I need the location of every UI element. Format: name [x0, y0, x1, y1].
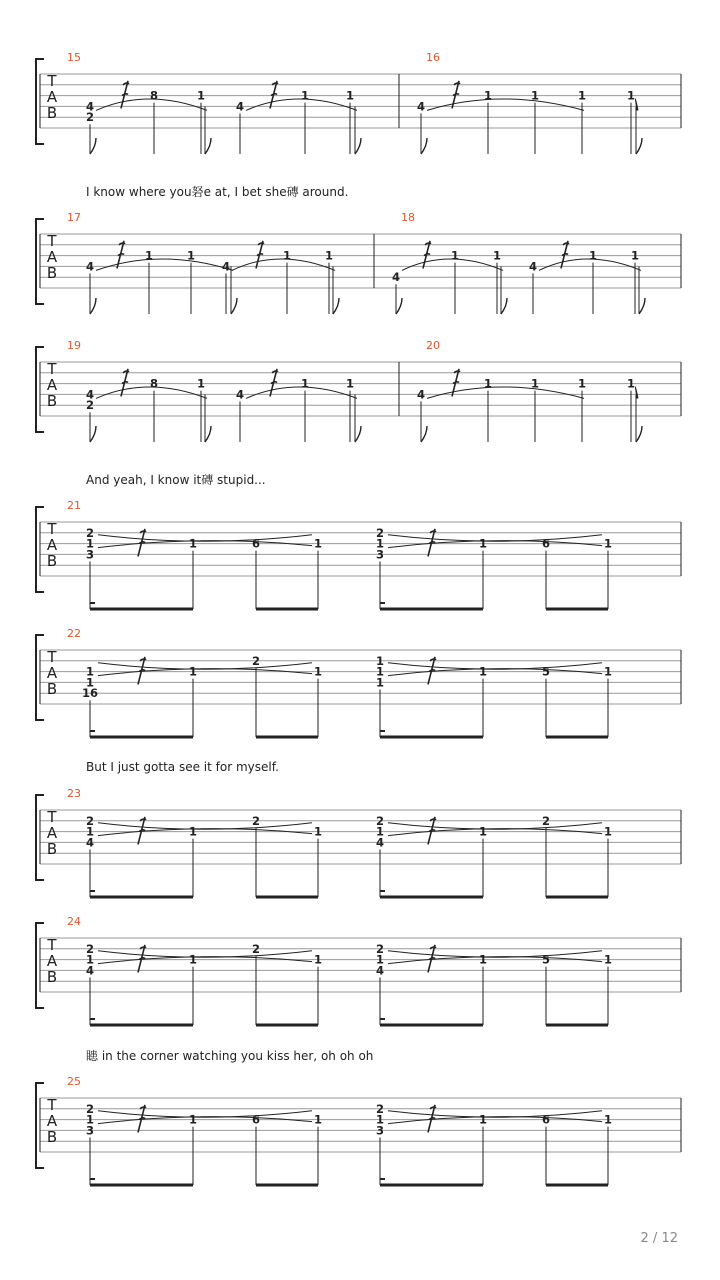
tab-clef-letter: T — [47, 232, 57, 250]
fret-number: 2 — [251, 653, 261, 668]
fret-number: 1 — [603, 824, 613, 839]
note-flag — [90, 426, 96, 442]
fret-number: 1 — [478, 952, 488, 967]
note-flag — [421, 138, 427, 154]
fret-number: 4 — [375, 835, 385, 850]
fret-number: 1 — [603, 664, 613, 679]
fret-number: 1 — [375, 536, 385, 551]
measure-number: 19 — [67, 339, 81, 352]
fret-number: 4 — [221, 259, 231, 274]
fret-number: 2 — [541, 813, 551, 828]
tab-clef-letter: T — [47, 1096, 57, 1114]
fret-number: 1 — [483, 88, 493, 103]
fret-number: 4 — [85, 963, 95, 978]
fret-number: 2 — [251, 813, 261, 828]
measure-number: 22 — [67, 627, 81, 640]
slur — [427, 99, 584, 110]
slur — [427, 387, 584, 398]
fret-number: 4 — [235, 387, 245, 402]
fret-number: 1 — [630, 248, 640, 263]
fret-number: 1 — [85, 952, 95, 967]
fret-number: 1 — [345, 88, 355, 103]
fret-number: 1 — [188, 952, 198, 967]
fret-number: 1 — [530, 88, 540, 103]
fret-number: 1 — [375, 1112, 385, 1127]
note-flag — [205, 138, 211, 154]
fret-number: 1 — [626, 88, 636, 103]
note-flag — [355, 426, 361, 442]
tab-clef-letter: A — [46, 536, 58, 554]
lyric-line-4: 瞣 in the corner watching you kiss her, oh oh oh — [86, 1049, 374, 1063]
note-flag — [90, 138, 96, 154]
fret-number: 2 — [375, 525, 385, 540]
measure-number: 20 — [426, 339, 440, 352]
measure-number: 25 — [67, 1075, 81, 1088]
fret-number: 4 — [391, 270, 401, 285]
fret-number: 1 — [375, 824, 385, 839]
tab-clef-letter: T — [47, 808, 57, 826]
note-flag — [90, 298, 96, 314]
fret-number: 2 — [85, 525, 95, 540]
fret-number: 1 — [450, 248, 460, 263]
measure-number: 21 — [67, 499, 81, 512]
fret-number: 1 — [196, 376, 206, 391]
fret-number: 1 — [313, 664, 323, 679]
fret-number: 1 — [144, 248, 154, 263]
fret-number: 4 — [85, 99, 95, 114]
tab-clef-letter: A — [46, 952, 58, 970]
lyric-line-1: I know where you砮e at, I bet she磚 around. — [86, 185, 349, 199]
fret-number: 16 — [81, 686, 99, 701]
measure-number: 24 — [67, 915, 81, 928]
fret-number: 4 — [528, 259, 538, 274]
tab-clef-letter: B — [46, 264, 58, 282]
fret-number: 3 — [375, 1123, 385, 1138]
tab-clef-letter: A — [46, 664, 58, 682]
note-flag — [396, 298, 402, 314]
fret-number: 1 — [85, 675, 95, 690]
fret-number: 2 — [85, 1101, 95, 1116]
fret-number: 1 — [375, 664, 385, 679]
tab-clef-letter: T — [47, 72, 57, 90]
lyric-line-2: And yeah, I know it磚 stupid... — [86, 473, 266, 487]
fret-number: 1 — [478, 536, 488, 551]
tab-clef-letter: T — [47, 648, 57, 666]
note-flag — [636, 138, 642, 154]
fret-number: 1 — [345, 376, 355, 391]
fret-number: 2 — [85, 941, 95, 956]
fret-number: 1 — [577, 88, 587, 103]
fret-number: 1 — [188, 536, 198, 551]
note-flag — [231, 298, 237, 314]
fret-number: 2 — [85, 398, 95, 413]
tab-clef-letter: B — [46, 552, 58, 570]
page-number: 2 / 12 — [640, 1231, 678, 1246]
fret-number: 2 — [375, 941, 385, 956]
fret-number: 4 — [235, 99, 245, 114]
fret-number: 1 — [313, 1112, 323, 1127]
fret-number: 1 — [577, 376, 587, 391]
note-flag — [636, 426, 642, 442]
fret-number: 1 — [196, 88, 206, 103]
fret-number: 1 — [626, 376, 636, 391]
note-flag — [333, 298, 339, 314]
fret-number: 1 — [300, 88, 310, 103]
tab-clef-letter: T — [47, 936, 57, 954]
tab-clef-letter: A — [46, 376, 58, 394]
fret-number: 3 — [85, 547, 95, 562]
tab-clef-letter: A — [46, 88, 58, 106]
fret-number: 1 — [492, 248, 502, 263]
lyric-line-3: But I just gotta see it for myself. — [86, 760, 279, 774]
fret-number: 1 — [324, 248, 334, 263]
fret-number: 2 — [375, 813, 385, 828]
note-flag — [355, 138, 361, 154]
fret-number: 6 — [541, 1112, 551, 1127]
fret-number: 4 — [416, 387, 426, 402]
fret-number: 1 — [85, 536, 95, 551]
measure-number: 16 — [426, 51, 440, 64]
tab-clef-letter: B — [46, 392, 58, 410]
fret-number: 1 — [300, 376, 310, 391]
tab-clef-letter: B — [46, 968, 58, 986]
fret-number: 1 — [188, 1112, 198, 1127]
fret-number: 6 — [251, 1112, 261, 1127]
fret-number: 6 — [541, 536, 551, 551]
fret-number: 2 — [375, 1101, 385, 1116]
fret-number: 2 — [85, 110, 95, 125]
note-flag — [205, 426, 211, 442]
fret-number: 1 — [188, 824, 198, 839]
tab-clef-letter: A — [46, 824, 58, 842]
tab-clef-letter: B — [46, 840, 58, 858]
tab-clef-letter: A — [46, 248, 58, 266]
measure-number: 17 — [67, 211, 81, 224]
fret-number: 1 — [186, 248, 196, 263]
fret-number: 1 — [478, 824, 488, 839]
fret-number: 4 — [85, 835, 95, 850]
fret-number: 5 — [541, 664, 551, 679]
fret-number: 2 — [251, 941, 261, 956]
tab-clef-letter: A — [46, 1112, 58, 1130]
tab-clef-letter: B — [46, 104, 58, 122]
tab-clef-letter: T — [47, 360, 57, 378]
fret-number: 1 — [478, 1112, 488, 1127]
tab-clef-letter: B — [46, 1128, 58, 1146]
fret-number: 1 — [313, 536, 323, 551]
note-flag — [421, 426, 427, 442]
fret-number: 1 — [85, 664, 95, 679]
fret-number: 1 — [85, 824, 95, 839]
fret-number: 1 — [375, 653, 385, 668]
fret-number: 5 — [541, 952, 551, 967]
measure-number: 18 — [401, 211, 415, 224]
fret-number: 6 — [251, 536, 261, 551]
fret-number: 1 — [85, 1112, 95, 1127]
fret-number: 4 — [85, 259, 95, 274]
fret-number: 3 — [85, 1123, 95, 1138]
fret-number: 1 — [282, 248, 292, 263]
note-flag — [501, 298, 507, 314]
fret-number: 3 — [375, 547, 385, 562]
fret-number: 8 — [149, 88, 159, 103]
fret-number: 8 — [149, 376, 159, 391]
fret-number: 1 — [530, 376, 540, 391]
fret-number: 1 — [483, 376, 493, 391]
fret-number: 4 — [85, 387, 95, 402]
slur — [96, 259, 233, 270]
fret-number: 4 — [416, 99, 426, 114]
fret-number: 1 — [313, 824, 323, 839]
measure-number: 23 — [67, 787, 81, 800]
fret-number: 1 — [375, 675, 385, 690]
fret-number: 4 — [375, 963, 385, 978]
fret-number: 1 — [375, 952, 385, 967]
fret-number: 1 — [588, 248, 598, 263]
fret-number: 2 — [85, 813, 95, 828]
fret-number: 1 — [603, 952, 613, 967]
tab-clef-letter: T — [47, 520, 57, 538]
fret-number: 1 — [313, 952, 323, 967]
fret-number: 1 — [603, 536, 613, 551]
measure-number: 15 — [67, 51, 81, 64]
fret-number: 1 — [603, 1112, 613, 1127]
fret-number: 1 — [188, 664, 198, 679]
tab-clef-letter: B — [46, 680, 58, 698]
note-flag — [639, 298, 645, 314]
fret-number: 1 — [478, 664, 488, 679]
